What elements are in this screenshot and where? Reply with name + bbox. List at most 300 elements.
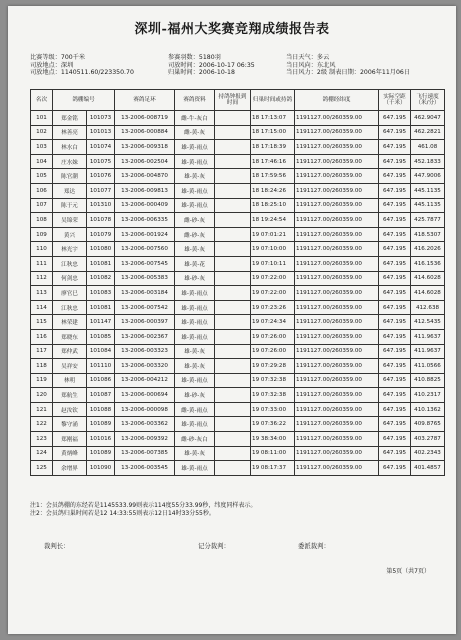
cell-member-name: 廖官巳	[53, 286, 87, 301]
table-row	[31, 242, 445, 257]
cell-return-time: 19 07:01:21	[251, 227, 295, 242]
cell-return-time: 19 07:22:00	[251, 271, 295, 286]
cell-pigeon-info: 雄-黄-雨点	[175, 286, 215, 301]
cell-loft-number: 101079	[87, 227, 115, 242]
cell-return-time: 19 07:10:00	[251, 242, 295, 257]
cell-ring-number: 13-2006-007542	[115, 300, 175, 315]
cell-distance: 647.195	[379, 300, 411, 315]
cell-member-name: 林光宇	[53, 242, 87, 257]
cell-rank: 107	[31, 198, 53, 213]
cell-loft-number: 101147	[87, 315, 115, 330]
cell-pigeon-info: 雄-黄-雨点	[175, 315, 215, 330]
cell-coordinates: 1191127.00/260359.00	[295, 256, 379, 271]
cell-clock-time	[215, 446, 251, 461]
cell-clock-time	[215, 388, 251, 403]
cell-ring-number: 13-2006-009318	[115, 140, 175, 155]
cell-distance: 647.195	[379, 169, 411, 184]
cell-rank: 102	[31, 125, 53, 140]
table-row	[31, 417, 445, 432]
cell-rank: 105	[31, 169, 53, 184]
cell-rank: 121	[31, 402, 53, 417]
header-rank: 名次	[31, 90, 53, 111]
cell-coordinates: 1191127.00/260359.00	[295, 183, 379, 198]
cell-loft-number: 101076	[87, 169, 115, 184]
cell-distance: 647.195	[379, 388, 411, 403]
scoring-judge-signature: 记分裁判：	[198, 542, 230, 550]
cell-speed: 445.1135	[411, 183, 445, 198]
cell-rank: 124	[31, 446, 53, 461]
cell-clock-time	[215, 213, 251, 228]
cell-member-name: 郑金铭	[53, 111, 87, 126]
cell-distance: 647.195	[379, 198, 411, 213]
race-info-left	[30, 54, 134, 77]
cell-clock-time	[215, 169, 251, 184]
cell-coordinates: 1191127.00/260359.00	[295, 140, 379, 155]
cell-member-name: 黄炳峰	[53, 446, 87, 461]
cell-return-time: 19 07:32:38	[251, 373, 295, 388]
release-time: 司放时间：2006-10-17 06:35	[168, 61, 255, 69]
cell-distance: 647.195	[379, 432, 411, 447]
cell-clock-time	[215, 111, 251, 126]
cell-ring-number: 13-2006-003320	[115, 359, 175, 374]
cell-distance: 647.195	[379, 256, 411, 271]
results-table	[30, 89, 445, 476]
table-row	[31, 227, 445, 242]
table-row	[31, 125, 445, 140]
cell-distance: 647.195	[379, 213, 411, 228]
cell-distance: 647.195	[379, 402, 411, 417]
cell-clock-time	[215, 315, 251, 330]
table-row	[31, 461, 445, 476]
cell-ring-number: 13-2006-002367	[115, 329, 175, 344]
cell-pigeon-info: 雄-黄-花	[175, 256, 215, 271]
cell-coordinates: 1191127.00/260359.00	[295, 388, 379, 403]
cell-ring-number: 13-2006-007385	[115, 446, 175, 461]
table-row	[31, 198, 445, 213]
cell-speed: 412.5435	[411, 315, 445, 330]
cell-rank: 103	[31, 140, 53, 155]
cell-return-time: 19 07:23:26	[251, 300, 295, 315]
cell-loft-number: 101074	[87, 140, 115, 155]
cell-distance: 647.195	[379, 125, 411, 140]
cell-return-time: 19 07:26:00	[251, 344, 295, 359]
cell-member-name: 郑晓东	[53, 329, 87, 344]
cell-loft-number: 101310	[87, 198, 115, 213]
cell-speed: 410.8825	[411, 373, 445, 388]
cell-pigeon-info: 雄-黄-雨点	[175, 300, 215, 315]
cell-ring-number: 13-2006-004212	[115, 373, 175, 388]
cell-rank: 115	[31, 315, 53, 330]
table-row	[31, 111, 445, 126]
cell-clock-time	[215, 373, 251, 388]
cell-ring-number: 13-2006-006335	[115, 213, 175, 228]
cell-pigeon-info: 雄-黄-灰	[175, 169, 215, 184]
cell-return-time: 19 07:32:38	[251, 388, 295, 403]
cell-member-name: 郑刚福	[53, 432, 87, 447]
cell-ring-number: 13-2006-002504	[115, 154, 175, 169]
cell-loft-number: 101084	[87, 344, 115, 359]
cell-rank: 114	[31, 300, 53, 315]
table-row	[31, 446, 445, 461]
cell-member-name: 林水白	[53, 140, 87, 155]
cell-rank: 106	[31, 183, 53, 198]
table-row	[31, 286, 445, 301]
cell-pigeon-info: 雄-黄-雨点	[175, 329, 215, 344]
cell-return-time: 18 17:59:56	[251, 169, 295, 184]
cell-coordinates: 1191127.00/260359.00	[295, 315, 379, 330]
cell-loft-number: 101087	[87, 388, 115, 403]
table-row	[31, 271, 445, 286]
cell-return-time: 19 07:29:28	[251, 359, 295, 374]
cell-speed: 412.638	[411, 300, 445, 315]
cell-distance: 647.195	[379, 329, 411, 344]
cell-pigeon-info: 雄-黄-灰	[175, 242, 215, 257]
cell-member-name: 林荣建	[53, 315, 87, 330]
cell-loft-number: 101086	[87, 373, 115, 388]
cell-ring-number: 13-2006-005383	[115, 271, 175, 286]
table-row	[31, 169, 445, 184]
header-ring: 赛鸽足环	[115, 90, 175, 111]
cell-rank: 119	[31, 373, 53, 388]
cell-ring-number: 13-2006-003184	[115, 286, 175, 301]
cell-coordinates: 1191127.00/260359.00	[295, 432, 379, 447]
cell-member-name: 郑仲武	[53, 344, 87, 359]
header-return-time: 归巢时间或持鸽	[251, 90, 295, 111]
cell-distance: 647.195	[379, 154, 411, 169]
cell-speed: 461.08	[411, 140, 445, 155]
cell-pigeon-info: 雌-砂-灰白	[175, 432, 215, 447]
cell-speed: 402.2343	[411, 446, 445, 461]
cell-clock-time	[215, 154, 251, 169]
release-location: 司放地点：深圳	[30, 61, 74, 69]
cell-distance: 647.195	[379, 140, 411, 155]
footnotes	[30, 502, 256, 518]
table-row	[31, 359, 445, 374]
cell-distance: 647.195	[379, 286, 411, 301]
cell-ring-number: 13-2006-001924	[115, 227, 175, 242]
table-row	[31, 388, 445, 403]
table-header-row	[31, 90, 445, 111]
cell-pigeon-info: 雄-黄-雨点	[175, 373, 215, 388]
cell-clock-time	[215, 227, 251, 242]
cell-coordinates: 1191127.00/260359.00	[295, 300, 379, 315]
cell-rank: 125	[31, 461, 53, 476]
cell-pigeon-info: 雌-黄-雨点	[175, 402, 215, 417]
release-coordinates: 司放地点：1140511.60/223350.70	[30, 69, 134, 77]
cell-member-name: 林善亮	[53, 125, 87, 140]
cell-loft-number: 101075	[87, 154, 115, 169]
cell-loft-number: 101082	[87, 271, 115, 286]
cell-speed: 418.5307	[411, 227, 445, 242]
cell-pigeon-info: 雌-砂-灰	[175, 227, 215, 242]
cell-rank: 123	[31, 432, 53, 447]
cell-speed: 410.1362	[411, 402, 445, 417]
cell-ring-number: 13-2006-008719	[115, 111, 175, 126]
cell-rank: 118	[31, 359, 53, 374]
cell-loft-number: 101083	[87, 286, 115, 301]
cell-pigeon-info: 雄-黄-雨点	[175, 417, 215, 432]
table-row	[31, 183, 445, 198]
cell-return-time: 18 17:15:00	[251, 125, 295, 140]
cell-distance: 647.195	[379, 271, 411, 286]
cell-coordinates: 1191127.00/260359.00	[295, 125, 379, 140]
cell-clock-time	[215, 183, 251, 198]
wind-direction: 当日风向：东北风	[286, 61, 336, 69]
cell-member-name: 郑达	[53, 183, 87, 198]
cell-member-name: 陈官潮	[53, 169, 87, 184]
cell-member-name: 余增界	[53, 461, 87, 476]
cell-rank: 120	[31, 388, 53, 403]
cell-loft-number: 101073	[87, 111, 115, 126]
cell-pigeon-info: 雌-砂-灰	[175, 213, 215, 228]
header-pigeon-info: 赛鸽资料	[175, 90, 215, 111]
cell-pigeon-info: 雄-砂-灰	[175, 271, 215, 286]
cell-clock-time	[215, 359, 251, 374]
cell-pigeon-info: 雄-黄-灰	[175, 359, 215, 374]
cell-coordinates: 1191127.00/260359.00	[295, 359, 379, 374]
cell-ring-number: 13-2006-007560	[115, 242, 175, 257]
cell-clock-time	[215, 417, 251, 432]
footnote-2: 注2：会员鸽归巢时间若是12 14:33:55则表示12日14时33分55秒。	[30, 510, 215, 517]
cell-coordinates: 1191127.00/260359.00	[295, 329, 379, 344]
cell-speed: 409.8765	[411, 417, 445, 432]
table-row	[31, 300, 445, 315]
cell-speed: 411.9637	[411, 329, 445, 344]
race-info-mid	[168, 54, 255, 77]
cell-distance: 647.195	[379, 315, 411, 330]
cell-return-time: 18 17:13:07	[251, 111, 295, 126]
cell-member-name: 黎守涌	[53, 417, 87, 432]
cell-clock-time	[215, 329, 251, 344]
cell-speed: 410.2317	[411, 388, 445, 403]
cell-ring-number: 13-2006-009813	[115, 183, 175, 198]
cell-loft-number: 101080	[87, 242, 115, 257]
table-row	[31, 402, 445, 417]
cell-clock-time	[215, 256, 251, 271]
cell-ring-number: 13-2006-003545	[115, 461, 175, 476]
cell-speed: 411.9637	[411, 344, 445, 359]
cell-clock-time	[215, 198, 251, 213]
cell-coordinates: 1191127.00/260359.00	[295, 446, 379, 461]
cell-speed: 403.2787	[411, 432, 445, 447]
cell-member-name: 赵汝钦	[53, 402, 87, 417]
cell-coordinates: 1191127.00/260359.00	[295, 344, 379, 359]
footnote-1: 注1：会员鸽棚的东经若是1145533.99则表示114度55分33.99秒，纬度同样表示。	[30, 502, 257, 509]
cell-member-name: 郑航生	[53, 388, 87, 403]
cell-speed: 414.6028	[411, 286, 445, 301]
cell-pigeon-info: 雄-黄-雨点	[175, 140, 215, 155]
cell-coordinates: 1191127.00/260359.00	[295, 373, 379, 388]
page-number: 第5页（共7页）	[386, 568, 430, 575]
cell-clock-time	[215, 271, 251, 286]
cell-speed: 445.1135	[411, 198, 445, 213]
cell-ring-number: 13-2006-000409	[115, 198, 175, 213]
wind-force-and-date: 当日风力：2级 制表日期：2006年11月06日	[286, 69, 411, 77]
cell-return-time: 19 07:26:00	[251, 329, 295, 344]
cell-distance: 647.195	[379, 344, 411, 359]
cell-coordinates: 1191127.00/260359.00	[295, 242, 379, 257]
cell-distance: 647.195	[379, 446, 411, 461]
results-body	[31, 111, 445, 476]
cell-pigeon-info: 雌-牛-灰白	[175, 111, 215, 126]
header-clock-time: 持鸽钟报到时间	[215, 90, 251, 111]
cell-loft-number: 101090	[87, 461, 115, 476]
header-distance: 实际空距（千米）	[379, 90, 411, 111]
cell-coordinates: 1191127.00/260359.00	[295, 286, 379, 301]
chief-judge-signature: 裁判长：	[44, 542, 70, 550]
cell-distance: 647.195	[379, 227, 411, 242]
cell-pigeon-info: 雄-黄-雨点	[175, 461, 215, 476]
cell-speed: 416.1536	[411, 256, 445, 271]
race-info-right	[286, 54, 410, 77]
cell-clock-time	[215, 402, 251, 417]
cell-speed: 452.1833	[411, 154, 445, 169]
cell-rank: 113	[31, 286, 53, 301]
cell-member-name: 吴祥安	[53, 359, 87, 374]
cell-coordinates: 1191127.00/260359.00	[295, 169, 379, 184]
table-row	[31, 344, 445, 359]
cell-loft-number: 101089	[87, 446, 115, 461]
cell-return-time: 18 18:25:10	[251, 198, 295, 213]
cell-clock-time	[215, 125, 251, 140]
entry-count: 参赛羽数：5180羽	[168, 54, 221, 61]
cell-clock-time	[215, 300, 251, 315]
cell-member-name: 何剑忠	[53, 271, 87, 286]
report-page	[8, 6, 456, 634]
weather: 当日天气：多云	[286, 54, 330, 61]
header-loft-id: 鸽棚编号	[53, 90, 115, 111]
cell-speed: 462.2821	[411, 125, 445, 140]
cell-speed: 416.2026	[411, 242, 445, 257]
cell-pigeon-info: 雄-黄-雨点	[175, 198, 215, 213]
cell-rank: 111	[31, 256, 53, 271]
cell-pigeon-info: 雌-黄-灰	[175, 125, 215, 140]
cell-distance: 647.195	[379, 183, 411, 198]
cell-rank: 110	[31, 242, 53, 257]
return-date: 归巢时间：2006-10-18	[168, 69, 235, 77]
cell-loft-number: 101110	[87, 359, 115, 374]
cell-return-time: 19 08:11:00	[251, 446, 295, 461]
cell-member-name: 江秋忠	[53, 256, 87, 271]
cell-return-time: 19 38:34:00	[251, 432, 295, 447]
report-title: 深圳-福州大奖赛竞翔成绩报告表	[134, 22, 330, 37]
cell-member-name: 黄兴	[53, 227, 87, 242]
cell-clock-time	[215, 140, 251, 155]
cell-return-time: 19 07:36:22	[251, 417, 295, 432]
cell-speed: 447.9006	[411, 169, 445, 184]
cell-rank: 101	[31, 111, 53, 126]
table-row	[31, 329, 445, 344]
cell-loft-number: 101078	[87, 213, 115, 228]
cell-clock-time	[215, 461, 251, 476]
cell-pigeon-info: 雄-黄-雨点	[175, 154, 215, 169]
cell-return-time: 19 07:22:00	[251, 286, 295, 301]
cell-ring-number: 13-2006-003323	[115, 344, 175, 359]
cell-member-name: 吴锦荣	[53, 213, 87, 228]
cell-return-time: 19 07:24:34	[251, 315, 295, 330]
table-row	[31, 213, 445, 228]
cell-ring-number: 13-2006-003362	[115, 417, 175, 432]
cell-speed: 411.0566	[411, 359, 445, 374]
cell-member-name: 林明	[53, 373, 87, 388]
cell-return-time: 18 19:24:54	[251, 213, 295, 228]
cell-clock-time	[215, 286, 251, 301]
cell-rank: 109	[31, 227, 53, 242]
cell-rank: 108	[31, 213, 53, 228]
cell-loft-number: 101088	[87, 402, 115, 417]
cell-ring-number: 13-2006-009392	[115, 432, 175, 447]
cell-coordinates: 1191127.00/260359.00	[295, 227, 379, 242]
cell-return-time: 18 17:46:16	[251, 154, 295, 169]
cell-pigeon-info: 雄-黄-雨点	[175, 183, 215, 198]
header-speed: 飞行速度（米/分）	[411, 90, 445, 111]
cell-coordinates: 1191127.00/260359.00	[295, 154, 379, 169]
cell-rank: 116	[31, 329, 53, 344]
cell-distance: 647.195	[379, 417, 411, 432]
cell-ring-number: 13-2006-000397	[115, 315, 175, 330]
table-row	[31, 256, 445, 271]
cell-clock-time	[215, 344, 251, 359]
cell-member-name: 陈于元	[53, 198, 87, 213]
cell-return-time: 19 07:33:00	[251, 402, 295, 417]
table-row	[31, 140, 445, 155]
cell-speed: 414.6028	[411, 271, 445, 286]
table-row	[31, 315, 445, 330]
cell-loft-number: 101081	[87, 300, 115, 315]
cell-coordinates: 1191127.00/260359.00	[295, 402, 379, 417]
cell-rank: 112	[31, 271, 53, 286]
cell-speed: 401.4857	[411, 461, 445, 476]
assigned-judge-signature: 委派裁判：	[298, 542, 330, 550]
cell-return-time: 19 08:17:37	[251, 461, 295, 476]
cell-ring-number: 13-2006-007545	[115, 256, 175, 271]
cell-loft-number: 101085	[87, 329, 115, 344]
race-distance: 比赛等级：700千米	[30, 54, 86, 61]
cell-ring-number: 13-2006-000884	[115, 125, 175, 140]
cell-speed: 425.7877	[411, 213, 445, 228]
cell-coordinates: 1191127.00/260359.00	[295, 417, 379, 432]
cell-pigeon-info: 雄-砂-灰	[175, 388, 215, 403]
cell-coordinates: 1191127.00/260359.00	[295, 271, 379, 286]
cell-loft-number: 101016	[87, 432, 115, 447]
cell-pigeon-info: 雄-黄-灰	[175, 446, 215, 461]
cell-loft-number: 101081	[87, 256, 115, 271]
cell-coordinates: 1191127.00/260359.00	[295, 198, 379, 213]
cell-distance: 647.195	[379, 461, 411, 476]
cell-loft-number: 101077	[87, 183, 115, 198]
cell-distance: 647.195	[379, 242, 411, 257]
table-row	[31, 432, 445, 447]
cell-distance: 647.195	[379, 111, 411, 126]
cell-loft-number: 101089	[87, 417, 115, 432]
cell-distance: 647.195	[379, 359, 411, 374]
cell-clock-time	[215, 432, 251, 447]
cell-rank: 117	[31, 344, 53, 359]
cell-clock-time	[215, 242, 251, 257]
header-coordinates: 鸽棚经纬度	[295, 90, 379, 111]
cell-rank: 104	[31, 154, 53, 169]
cell-ring-number: 13-2006-004870	[115, 169, 175, 184]
cell-ring-number: 13-2006-000694	[115, 388, 175, 403]
table-row	[31, 373, 445, 388]
cell-ring-number: 13-2006-000098	[115, 402, 175, 417]
cell-return-time: 18 17:18:39	[251, 140, 295, 155]
cell-member-name: 庄水妹	[53, 154, 87, 169]
cell-member-name: 江秋忠	[53, 300, 87, 315]
cell-coordinates: 1191127.00/260359.00	[295, 461, 379, 476]
cell-coordinates: 1191127.00/260359.00	[295, 111, 379, 126]
cell-speed: 462.9047	[411, 111, 445, 126]
